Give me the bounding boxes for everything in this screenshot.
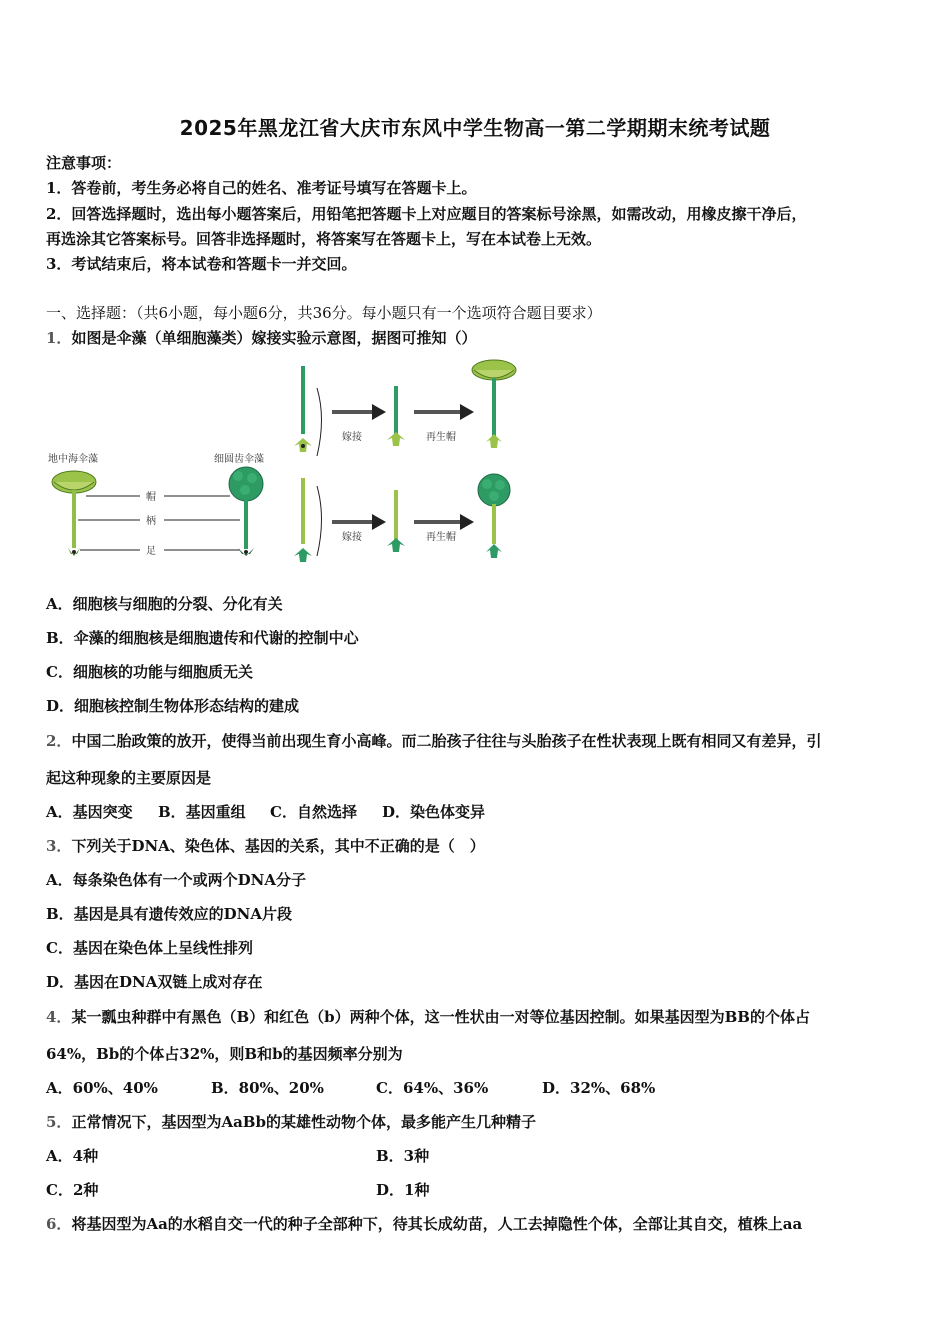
regrown-round-cap-icon	[478, 474, 510, 558]
option: C．基因在染色体上呈线性排列	[46, 939, 253, 957]
option: A．每条染色体有一个或两个DNA分子	[46, 871, 306, 889]
option: D．基因在DNA双链上成对存在	[46, 973, 263, 991]
label-graft-2: 嫁接	[342, 532, 362, 543]
question-number: 1．	[46, 329, 72, 347]
question-stem: 将基因型为Aa的水稻自交一代的种子全部种下，待其长成幼苗，人工去掉隐性个体，全部让其自交，植株上aa	[71, 1215, 803, 1233]
question-stem: 正常情况下，基因型为AaBb的某雄性动物个体，最多能产生几种精子	[71, 1113, 536, 1131]
question-stem: 某一瓢虫种群中有黑色（B）和红色（b）两种个体，这一性状由一对等位基因控制。如果基因型为BB的个体占	[71, 1008, 810, 1026]
question-number: 4．	[46, 1008, 72, 1026]
page-title: 2025年黑龙江省大庆市东风中学生物高一第二学期期末统考试题	[179, 116, 771, 140]
label-stalk: 柄	[146, 516, 156, 527]
notice-item: 1．答卷前，考生务必将自己的姓名、准考证号填写在答题卡上。	[46, 179, 477, 197]
arrow-icon	[460, 404, 474, 420]
option: B．基因是具有遗传效应的DNA片段	[46, 905, 293, 923]
question-number: 6．	[46, 1215, 72, 1233]
option: D．染色体变异	[382, 803, 486, 821]
label-regrow-1: 再生帽	[426, 432, 456, 443]
stalk-segment	[301, 366, 305, 434]
notice-item: 2．回答选择题时，选出每小题答案后，用铅笔把答题卡上对应题目的答案标号涂黑，如需改动，用橡皮擦干净后，	[46, 205, 807, 223]
option: D．32%、68%	[542, 1079, 656, 1097]
section-heading: 一、选择题：（共6小题，每小题6分，共36分。每小题只有一个选项符合题目要求）	[46, 304, 602, 322]
question-2	[46, 730, 821, 751]
option: A．4种	[46, 1147, 99, 1165]
question-stem: 中国二胎政策的放开，使得当前出现生育小高峰。而二胎孩子往往与头胎孩子在性状表现上既有相同又有差异，引	[71, 732, 822, 750]
option: B．基因重组	[158, 803, 246, 821]
question-number: 5．	[46, 1113, 72, 1131]
label-graft-1: 嫁接	[342, 432, 362, 443]
option: C．64%、36%	[376, 1079, 489, 1097]
option: C．自然选择	[270, 803, 357, 821]
option: B．3种	[376, 1147, 430, 1165]
label-regrow-2: 再生帽	[426, 532, 456, 543]
question-number: 2．	[46, 732, 72, 750]
option: B．80%、20%	[211, 1079, 324, 1097]
question-5	[46, 1111, 536, 1132]
notice-item: 3．考试结束后，将本试卷和答题卡一并交回。	[46, 255, 357, 273]
grafting-figure	[44, 358, 534, 572]
option: C．2种	[46, 1181, 99, 1199]
label-right-species: 细圆齿伞藻	[214, 454, 264, 465]
option: A．60%、40%	[46, 1079, 158, 1097]
option: B．伞藻的细胞核是细胞遗传和代谢的控制中心	[46, 629, 359, 647]
grafting-diagram	[44, 358, 534, 572]
question-number: 3．	[46, 837, 72, 855]
regrown-umbrella-cap-icon	[472, 360, 516, 448]
question-stem-continued: 64%，Bb的个体占32%，则B和b的基因频率分别为	[46, 1045, 403, 1063]
question-stem: 如图是伞藻（单细胞藻类）嫁接实验示意图，据图可推知（）	[71, 329, 477, 347]
question-3	[46, 835, 485, 856]
question-stem: 下列关于DNA、染色体、基因的关系，其中不正确的是（ ）	[71, 837, 485, 855]
notice-heading: 注意事项：	[46, 154, 122, 172]
round-cap-plant-icon	[229, 467, 263, 556]
question-6	[46, 1213, 802, 1234]
option: A．细胞核与细胞的分裂、分化有关	[46, 595, 283, 613]
option: A．基因突变	[46, 803, 133, 821]
label-foot: 足	[146, 546, 156, 557]
question-4	[46, 1006, 810, 1027]
arrow-icon	[460, 514, 474, 530]
notice-item: 再选涂其它答案标号。回答非选择题时，将答案写在答题卡上，写在本试卷上无效。	[46, 230, 602, 248]
arrow-icon	[372, 514, 386, 530]
question-stem-continued: 起这种现象的主要原因是	[46, 769, 212, 787]
label-left-species: 地中海伞藻	[48, 454, 98, 465]
arrow-icon	[372, 404, 386, 420]
label-cap: 帽	[146, 492, 156, 503]
umbrella-cap-plant-icon	[52, 471, 96, 556]
option: D．1种	[376, 1181, 430, 1199]
question-1	[46, 327, 476, 348]
option: C．细胞核的功能与细胞质无关	[46, 663, 253, 681]
option: D．细胞核控制生物体形态结构的建成	[46, 697, 300, 715]
